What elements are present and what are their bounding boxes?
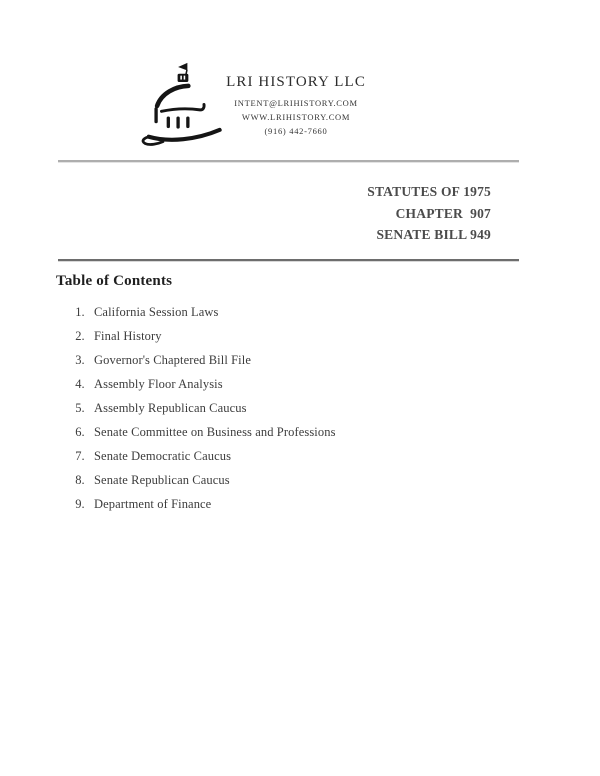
toc-item: 1. California Session Laws [88,305,336,319]
toc-item: 3. Governor's Chaptered Bill File [88,353,336,367]
toc-item: 7. Senate Democratic Caucus [88,449,336,463]
letterhead [181,72,411,138]
chapter-line: CHAPTER 907 [395,205,491,221]
toc-item: 8. Senate Republican Caucus [88,473,336,487]
toc-item: 9. Department of Finance [88,497,336,511]
website-text: WWW.LRIHISTORY.COM [241,112,351,122]
toc-title: Table of Contents [56,273,173,289]
toc-item: 5. Assembly Republican Caucus [88,401,336,415]
toc-item: 6. Senate Committee on Business and Professions [88,425,336,439]
letterhead-divider [58,160,519,162]
email-text: INTENT@LRIHISTORY.COM [234,98,358,108]
senate-bill-line: SENATE BILL 949 [376,227,491,242]
statutes-year-line: STATUTES OF 1975 [367,184,491,199]
toc-item: 4. Assembly Floor Analysis [88,377,336,391]
company-name: LRI HISTORY LLC [226,74,366,90]
toc-list [56,305,336,521]
toc-item: 2. Final History [88,329,336,343]
statute-reference-block [58,181,491,246]
reference-divider [58,259,519,261]
phone-text: (916) 442-7660 [264,126,328,136]
